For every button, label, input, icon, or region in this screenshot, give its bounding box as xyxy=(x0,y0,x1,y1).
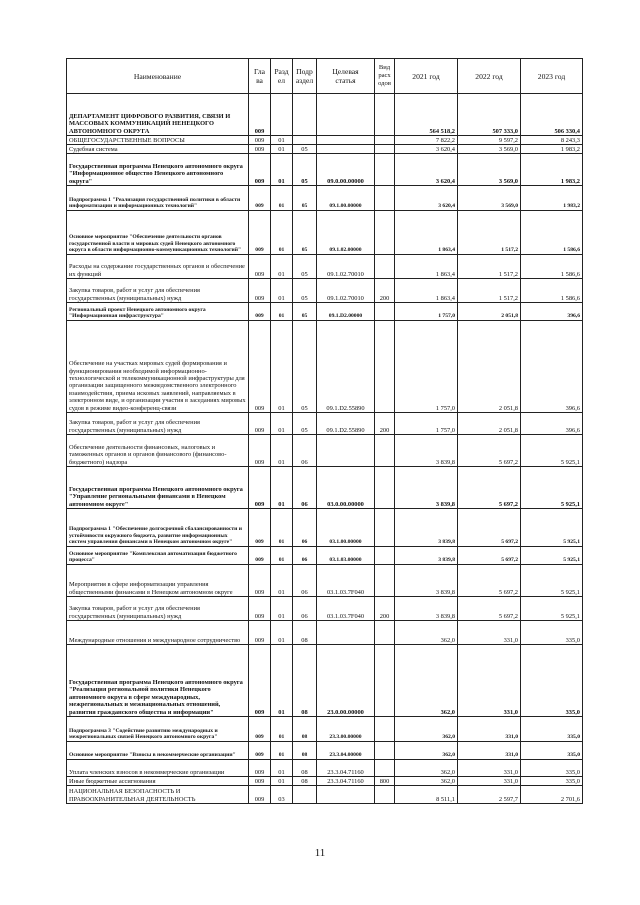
row-celevaya-statya: 23.0.00.00000 xyxy=(317,645,375,717)
row-podrazdel: 05 xyxy=(293,321,317,413)
table-header xyxy=(67,59,583,94)
row-celevaya-statya: 09.0.00.00000 xyxy=(317,154,375,186)
row-vid-rashodov xyxy=(375,255,395,279)
row-2022: 1 517,2 xyxy=(458,279,521,303)
row-2023: 5 925,1 xyxy=(521,435,583,467)
row-2023: 506 330,4 xyxy=(521,94,583,136)
row-vid-rashodov: 800 xyxy=(375,777,395,786)
row-razdel: 01 xyxy=(271,413,293,435)
row-glava: 009 xyxy=(249,413,271,435)
row-podrazdel: 08 xyxy=(293,621,317,645)
row-name: Подпрограмма 1 "Реализация государственной политики в области информатизации и информационных технологий" xyxy=(67,186,249,211)
row-glava: 009 xyxy=(249,186,271,211)
row-vid-rashodov xyxy=(375,645,395,717)
row-celevaya-statya: 23.3.04.00000 xyxy=(317,742,375,760)
table-row xyxy=(67,467,583,509)
table-row xyxy=(67,777,583,786)
row-2023: 5 925,1 xyxy=(521,597,583,621)
row-name: НАЦИОНАЛЬНАЯ БЕЗОПАСНОСТЬ И ПРАВООХРАНИТЕЛЬНАЯ ДЕЯТЕЛЬНОСТЬ xyxy=(67,786,249,804)
row-podrazdel: 05 xyxy=(293,413,317,435)
row-razdel xyxy=(271,94,293,136)
row-vid-rashodov xyxy=(375,786,395,804)
row-name: Закупка товаров, работ и услуг для обеспечения государственных (муниципальных) нужд xyxy=(67,413,249,435)
row-celevaya-statya xyxy=(317,145,375,154)
row-2023: 1 983,2 xyxy=(521,145,583,154)
row-2021: 362,0 xyxy=(395,645,458,717)
table-row xyxy=(67,786,583,804)
row-2022: 3 569,0 xyxy=(458,186,521,211)
row-2023: 335,0 xyxy=(521,621,583,645)
row-vid-rashodov xyxy=(375,136,395,145)
row-2021: 3 620,4 xyxy=(395,186,458,211)
row-glava: 009 xyxy=(249,279,271,303)
row-2021: 564 518,2 xyxy=(395,94,458,136)
row-glava: 009 xyxy=(249,547,271,565)
page-number: 11 xyxy=(314,847,326,859)
budget-document xyxy=(66,58,582,804)
row-glava: 009 xyxy=(249,742,271,760)
row-2023: 335,0 xyxy=(521,777,583,786)
row-2022: 331,0 xyxy=(458,717,521,742)
table-row xyxy=(67,303,583,321)
row-name: ОБЩЕГОСУДАРСТВЕННЫЕ ВОПРОСЫ xyxy=(67,136,249,145)
col-glava: Гла ва xyxy=(249,59,271,94)
row-podrazdel: 05 xyxy=(293,279,317,303)
col-2022: 2022 год xyxy=(458,59,521,94)
row-2022: 5 697,2 xyxy=(458,547,521,565)
row-celevaya-statya: 09.1.D2.55890 xyxy=(317,413,375,435)
row-name: Основное мероприятие "Комплексная автоматизация бюджетного процесса" xyxy=(67,547,249,565)
row-celevaya-statya: 23.3.00.00000 xyxy=(317,717,375,742)
row-2021: 8 511,1 xyxy=(395,786,458,804)
row-podrazdel xyxy=(293,136,317,145)
row-2021: 362,0 xyxy=(395,717,458,742)
row-name: Государственная программа Ненецкого автономного округа "Информационное общество Ненецкого автономного округа" xyxy=(67,154,249,186)
row-razdel: 01 xyxy=(271,255,293,279)
row-celevaya-statya: 09.1.D2.55890 xyxy=(317,321,375,413)
row-name: Региональный проект Ненецкого автономного округа "Информационная инфраструктура" xyxy=(67,303,249,321)
row-name: Международные отношения и международное сотрудничество xyxy=(67,621,249,645)
table-row xyxy=(67,211,583,255)
row-2021: 3 839,8 xyxy=(395,435,458,467)
row-2021: 1 757,0 xyxy=(395,303,458,321)
row-2021: 3 839,8 xyxy=(395,467,458,509)
table-row xyxy=(67,413,583,435)
row-glava: 009 xyxy=(249,621,271,645)
row-glava: 009 xyxy=(249,597,271,621)
row-celevaya-statya xyxy=(317,136,375,145)
row-2022: 5 697,2 xyxy=(458,597,521,621)
row-glava: 009 xyxy=(249,94,271,136)
row-vid-rashodov xyxy=(375,435,395,467)
row-2023: 2 701,6 xyxy=(521,786,583,804)
row-vid-rashodov xyxy=(375,321,395,413)
row-razdel: 03 xyxy=(271,786,293,804)
row-2021: 1 863,4 xyxy=(395,279,458,303)
row-celevaya-statya: 09.1.00.00000 xyxy=(317,186,375,211)
row-glava: 009 xyxy=(249,211,271,255)
row-2022: 507 333,0 xyxy=(458,94,521,136)
row-vid-rashodov xyxy=(375,621,395,645)
table-row xyxy=(67,509,583,547)
row-2023: 396,6 xyxy=(521,413,583,435)
row-podrazdel: 08 xyxy=(293,717,317,742)
row-glava: 009 xyxy=(249,435,271,467)
row-podrazdel: 06 xyxy=(293,435,317,467)
row-name: Судебная система xyxy=(67,145,249,154)
row-razdel: 01 xyxy=(271,145,293,154)
row-name: Закупка товаров, работ и услуг для обеспечения государственных (муниципальных) нужд xyxy=(67,279,249,303)
row-razdel: 01 xyxy=(271,136,293,145)
table-row xyxy=(67,94,583,136)
table-row xyxy=(67,136,583,145)
col-2023: 2023 год xyxy=(521,59,583,94)
row-2021: 1 757,0 xyxy=(395,413,458,435)
budget-table xyxy=(66,58,583,804)
row-2022: 5 697,2 xyxy=(458,565,521,597)
row-celevaya-statya: 03.1.00.00000 xyxy=(317,509,375,547)
row-celevaya-statya: 09.1.02.00000 xyxy=(317,211,375,255)
row-2022: 5 697,2 xyxy=(458,467,521,509)
row-vid-rashodov: 200 xyxy=(375,413,395,435)
row-glava: 009 xyxy=(249,786,271,804)
row-razdel: 01 xyxy=(271,467,293,509)
table-row xyxy=(67,597,583,621)
row-glava: 009 xyxy=(249,645,271,717)
col-vid-rashodov: Вид расх одов xyxy=(375,59,395,94)
row-razdel: 01 xyxy=(271,645,293,717)
row-vid-rashodov xyxy=(375,742,395,760)
row-vid-rashodov: 200 xyxy=(375,597,395,621)
row-2021: 3 839,8 xyxy=(395,565,458,597)
row-razdel: 01 xyxy=(271,321,293,413)
row-podrazdel xyxy=(293,94,317,136)
row-name: Государственная программа Ненецкого автономного округа "Управление региональными финансами в Ненецком автономном округе" xyxy=(67,467,249,509)
row-2023: 5 925,1 xyxy=(521,547,583,565)
row-2022: 2 051,8 xyxy=(458,413,521,435)
row-2023: 8 243,3 xyxy=(521,136,583,145)
row-2022: 5 697,2 xyxy=(458,435,521,467)
row-podrazdel: 06 xyxy=(293,597,317,621)
row-glava: 009 xyxy=(249,303,271,321)
row-vid-rashodov xyxy=(375,211,395,255)
row-2023: 5 925,1 xyxy=(521,565,583,597)
table-row xyxy=(67,742,583,760)
row-glava: 009 xyxy=(249,154,271,186)
row-name: Мероприятия в сфере информатизации управления общественными финансами в Ненецком автономном округе xyxy=(67,565,249,597)
table-row xyxy=(67,565,583,597)
row-2023: 1 586,6 xyxy=(521,279,583,303)
row-celevaya-statya xyxy=(317,94,375,136)
row-name: Расходы на содержание государственных органов и обеспечение их функций xyxy=(67,255,249,279)
row-vid-rashodov xyxy=(375,509,395,547)
row-celevaya-statya xyxy=(317,435,375,467)
row-2021: 362,0 xyxy=(395,760,458,777)
row-podrazdel: 05 xyxy=(293,211,317,255)
row-2023: 1 586,6 xyxy=(521,211,583,255)
row-name: ДЕПАРТАМЕНТ ЦИФРОВОГО РАЗВИТИЯ, СВЯЗИ И МАССОВЫХ КОММУНИКАЦИЙ НЕНЕЦКОГО АВТОНОМНОГО ОКРУГА xyxy=(67,94,249,136)
table-row xyxy=(67,321,583,413)
row-2022: 331,0 xyxy=(458,760,521,777)
row-name: Основное мероприятие "Взносы в некоммерческие организации" xyxy=(67,742,249,760)
row-celevaya-statya: 03.1.03.7F040 xyxy=(317,565,375,597)
row-vid-rashodov xyxy=(375,186,395,211)
row-2021: 3 839,8 xyxy=(395,509,458,547)
table-row xyxy=(67,154,583,186)
row-razdel: 01 xyxy=(271,742,293,760)
row-vid-rashodov xyxy=(375,547,395,565)
row-2022: 2 051,8 xyxy=(458,321,521,413)
row-2021: 3 839,8 xyxy=(395,597,458,621)
row-podrazdel: 06 xyxy=(293,467,317,509)
table-row xyxy=(67,645,583,717)
row-2023: 1 983,2 xyxy=(521,154,583,186)
row-2023: 396,6 xyxy=(521,321,583,413)
row-celevaya-statya: 03.0.00.00000 xyxy=(317,467,375,509)
row-podrazdel: 05 xyxy=(293,154,317,186)
row-2021: 362,0 xyxy=(395,742,458,760)
table-row xyxy=(67,255,583,279)
row-2022: 2 051,8 xyxy=(458,303,521,321)
row-2021: 7 822,2 xyxy=(395,136,458,145)
row-name: Подпрограмма 3 "Содействие развитию международных и межрегиональных связей Ненецкого автономного округа" xyxy=(67,717,249,742)
row-vid-rashodov xyxy=(375,760,395,777)
row-2023: 335,0 xyxy=(521,645,583,717)
table-row xyxy=(67,279,583,303)
row-2022: 331,0 xyxy=(458,742,521,760)
row-2021: 3 620,4 xyxy=(395,145,458,154)
row-2022: 9 597,2 xyxy=(458,136,521,145)
row-glava: 009 xyxy=(249,467,271,509)
row-2022: 331,0 xyxy=(458,645,521,717)
row-podrazdel xyxy=(293,786,317,804)
row-razdel: 01 xyxy=(271,435,293,467)
col-name: Наименование xyxy=(67,59,249,94)
row-razdel: 01 xyxy=(271,547,293,565)
row-2022: 5 697,2 xyxy=(458,509,521,547)
col-razdel: Разд ел xyxy=(271,59,293,94)
row-2021: 1 757,0 xyxy=(395,321,458,413)
row-2022: 2 597,7 xyxy=(458,786,521,804)
row-vid-rashodov xyxy=(375,717,395,742)
row-podrazdel: 08 xyxy=(293,742,317,760)
row-vid-rashodov xyxy=(375,94,395,136)
row-2022: 1 517,2 xyxy=(458,255,521,279)
row-celevaya-statya xyxy=(317,786,375,804)
row-glava: 009 xyxy=(249,509,271,547)
row-vid-rashodov xyxy=(375,154,395,186)
row-glava: 009 xyxy=(249,717,271,742)
row-2021: 1 863,4 xyxy=(395,211,458,255)
row-razdel: 01 xyxy=(271,154,293,186)
row-podrazdel: 08 xyxy=(293,645,317,717)
row-glava: 009 xyxy=(249,321,271,413)
row-celevaya-statya: 23.3.04.71160 xyxy=(317,777,375,786)
row-2021: 3 839,8 xyxy=(395,547,458,565)
row-vid-rashodov xyxy=(375,145,395,154)
row-name: Обеспечение деятельности финансовых, налоговых и таможенных органов и органов финансового (финансово-бюджетного) надзора xyxy=(67,435,249,467)
row-podrazdel: 08 xyxy=(293,760,317,777)
row-podrazdel: 06 xyxy=(293,547,317,565)
row-2021: 362,0 xyxy=(395,621,458,645)
row-podrazdel: 05 xyxy=(293,303,317,321)
row-celevaya-statya xyxy=(317,621,375,645)
row-razdel: 01 xyxy=(271,279,293,303)
row-2023: 396,6 xyxy=(521,303,583,321)
row-2022: 1 517,2 xyxy=(458,211,521,255)
row-2023: 5 925,1 xyxy=(521,509,583,547)
row-vid-rashodov xyxy=(375,467,395,509)
row-name: Обеспечение на участках мировых судей формирования и функционирования необходимой информационно-технологической и телекоммуникационной инфраструктуры для организации защищенного межведомственного электронного взаимодействия, приема исковых заявлений, направляемых в электронном виде, и организации участия в заседаниях мировых судов в режиме видео-конференц-связи xyxy=(67,321,249,413)
row-razdel: 01 xyxy=(271,621,293,645)
row-vid-rashodov: 200 xyxy=(375,279,395,303)
row-name: Основное мероприятие "Обеспечение деятельности органов государственной власти и мировых судей Ненецкого автономного округа в области информационно-коммуникационных технологий" xyxy=(67,211,249,255)
row-podrazdel: 05 xyxy=(293,186,317,211)
row-razdel: 01 xyxy=(271,303,293,321)
row-2023: 1 586,6 xyxy=(521,255,583,279)
row-razdel: 01 xyxy=(271,760,293,777)
row-2023: 335,0 xyxy=(521,717,583,742)
row-razdel: 01 xyxy=(271,565,293,597)
row-2023: 5 925,1 xyxy=(521,467,583,509)
row-celevaya-statya: 23.3.04.71160 xyxy=(317,760,375,777)
col-celevaya-statya: Целевая статья xyxy=(317,59,375,94)
row-podrazdel: 06 xyxy=(293,509,317,547)
row-2023: 335,0 xyxy=(521,760,583,777)
table-row xyxy=(67,145,583,154)
row-razdel: 01 xyxy=(271,211,293,255)
row-razdel: 01 xyxy=(271,509,293,547)
row-podrazdel: 06 xyxy=(293,565,317,597)
row-glava: 009 xyxy=(249,777,271,786)
row-podrazdel: 05 xyxy=(293,255,317,279)
row-2022: 3 569,0 xyxy=(458,154,521,186)
row-celevaya-statya: 09.1.D2.00000 xyxy=(317,303,375,321)
row-name: Иные бюджетные ассигнования xyxy=(67,777,249,786)
row-vid-rashodov xyxy=(375,565,395,597)
row-2023: 1 983,2 xyxy=(521,186,583,211)
row-razdel: 01 xyxy=(271,186,293,211)
table-row xyxy=(67,186,583,211)
row-glava: 009 xyxy=(249,565,271,597)
row-2021: 362,0 xyxy=(395,777,458,786)
col-podrazdel: Подр аздел xyxy=(293,59,317,94)
row-razdel: 01 xyxy=(271,777,293,786)
row-2023: 335,0 xyxy=(521,742,583,760)
row-razdel: 01 xyxy=(271,717,293,742)
table-row xyxy=(67,621,583,645)
row-glava: 009 xyxy=(249,760,271,777)
row-celevaya-statya: 03.1.03.00000 xyxy=(317,547,375,565)
table-row xyxy=(67,760,583,777)
row-glava: 009 xyxy=(249,136,271,145)
row-celevaya-statya: 03.1.03.7F040 xyxy=(317,597,375,621)
row-name: Государственная программа Ненецкого автономного округа "Реализация региональной политики Ненецкого автономного округа в сфере международных, межрегиональных и межнациональных отношений, развития гражданского общества и информации" xyxy=(67,645,249,717)
row-celevaya-statya: 09.1.02.70010 xyxy=(317,255,375,279)
row-name: Закупка товаров, работ и услуг для обеспечения государственных (муниципальных) нужд xyxy=(67,597,249,621)
row-name: Уплата членских взносов в некоммерческие организации xyxy=(67,760,249,777)
row-2021: 3 620,4 xyxy=(395,154,458,186)
row-razdel: 01 xyxy=(271,597,293,621)
row-2022: 3 569,0 xyxy=(458,145,521,154)
row-podrazdel: 08 xyxy=(293,777,317,786)
row-name: Подпрограмма 1 "Обеспечение долгосрочной сбалансированности и устойчивости окружного бюджета, развитие информационных систем управления финансами в Ненецком автономном округе" xyxy=(67,509,249,547)
row-podrazdel: 05 xyxy=(293,145,317,154)
row-glava: 009 xyxy=(249,145,271,154)
row-2022: 331,0 xyxy=(458,621,521,645)
table-row xyxy=(67,435,583,467)
row-2021: 1 863,4 xyxy=(395,255,458,279)
row-vid-rashodov xyxy=(375,303,395,321)
row-2022: 331,0 xyxy=(458,777,521,786)
table-row xyxy=(67,717,583,742)
col-2021: 2021 год xyxy=(395,59,458,94)
row-glava: 009 xyxy=(249,255,271,279)
table-row xyxy=(67,547,583,565)
row-celevaya-statya: 09.1.02.70010 xyxy=(317,279,375,303)
